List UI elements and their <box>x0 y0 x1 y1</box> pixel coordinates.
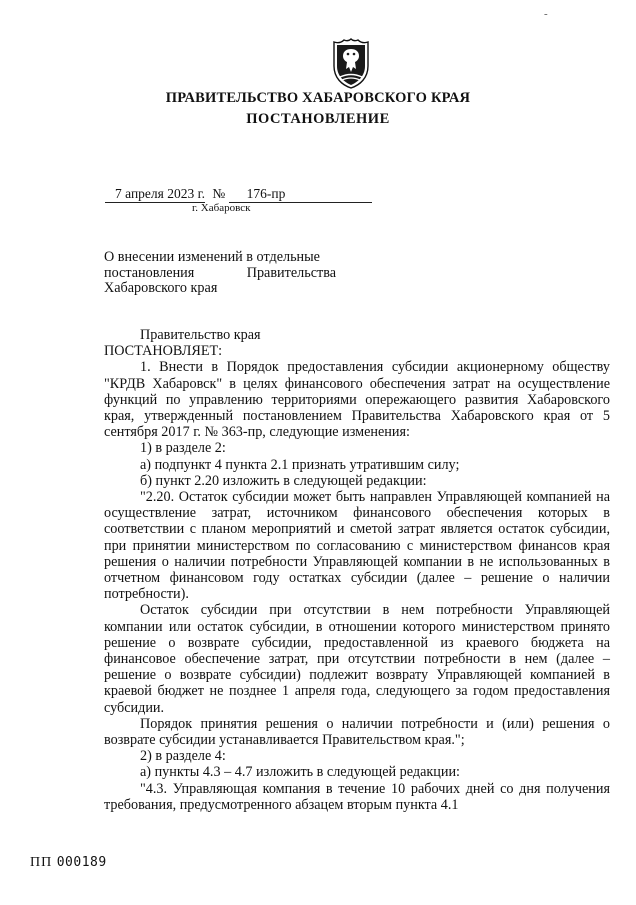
document-date: 7 апреля 2023 г. <box>105 186 205 203</box>
document-type: ПОСТАНОВЛЕНИЕ <box>246 111 390 127</box>
body-paragraph: б) пункт 2.20 изложить в следующей редакции: <box>140 472 427 489</box>
number-sign: № <box>212 186 226 201</box>
body-paragraph: "2.20. Остаток субсидии может быть направлен Управляющей компанией на осуществление затрат, источником финансового обеспечения которых в соответствии с планом мероприятий и сметой затрат является остаток субсидии, при принятии министерством по согласованию с министерством финансов края решения о наличии потребности Управляющей компании в не использованных в отчетном финансовом году остатках субсидии (далее – решение о наличии потребности). <box>104 489 610 603</box>
document-subject <box>104 250 336 297</box>
date-number-line <box>105 186 372 203</box>
coat-of-arms-icon <box>330 36 372 90</box>
subject-line: постановления Правительства <box>104 264 336 281</box>
city-label: г. Хабаровск <box>192 202 251 214</box>
body-paragraph: "4.3. Управляющая компания в течение 10 рабочих дней со дня получения требования, предусмотренного абзацем вторым пункта 4.1 <box>104 780 610 813</box>
body-paragraph: а) подпункт 4 пункта 2.1 признать утратившим силу; <box>140 456 460 473</box>
document-body <box>104 327 610 813</box>
body-paragraph: 1) в разделе 2: <box>140 440 226 457</box>
subject-line: О внесении изменений в отдельные <box>104 249 320 265</box>
body-paragraph: Правительство края <box>140 327 261 343</box>
body-paragraph: ПОСТАНОВЛЯЕТ: <box>104 343 223 360</box>
form-code <box>30 855 107 871</box>
body-paragraph: 1. Внести в Порядок предоставления субсидии акционерному обществу "КРДВ Хабаровск" в целях финансового обеспечения затрат на осуществление функций по управлению территориями опережающего развития Хабаровского края, утвержденный постановлением Правительства Хабаровского края от 5 сентября 2017 г. № 363-пр, следующие изменения: <box>104 359 610 441</box>
form-code-number: 000189 <box>56 855 107 870</box>
body-paragraph: 2) в разделе 4: <box>140 748 226 765</box>
body-paragraph: Порядок принятия решения о наличии потребности и (или) решения о возврате субсидии устанавливается Правительством края."; <box>104 715 610 749</box>
body-paragraph: Остаток субсидии при отсутствии в нем потребности Управляющей компании или остаток субсидии, в отношении которого министерством принято решение о возврате субсидии, предоставленной из краевого бюджета на финансовое обеспечение затрат, при отсутствии потребности в нем (далее – решение о возврате субсидии) подлежит возврату Управляющей компанией в краевой бюджет не позднее 1 апреля года, следующего за годом предоставления субсидии. <box>104 602 610 716</box>
corner-mark: - <box>544 8 548 20</box>
form-code-prefix: ПП <box>30 855 53 870</box>
government-title: ПРАВИТЕЛЬСТВО ХАБАРОВСКОГО КРАЯ <box>165 90 471 106</box>
document-number: 176-пр <box>229 186 372 203</box>
subject-line: Хабаровского края <box>104 280 218 296</box>
body-paragraph: а) пункты 4.3 – 4.7 изложить в следующей редакции: <box>140 764 461 781</box>
